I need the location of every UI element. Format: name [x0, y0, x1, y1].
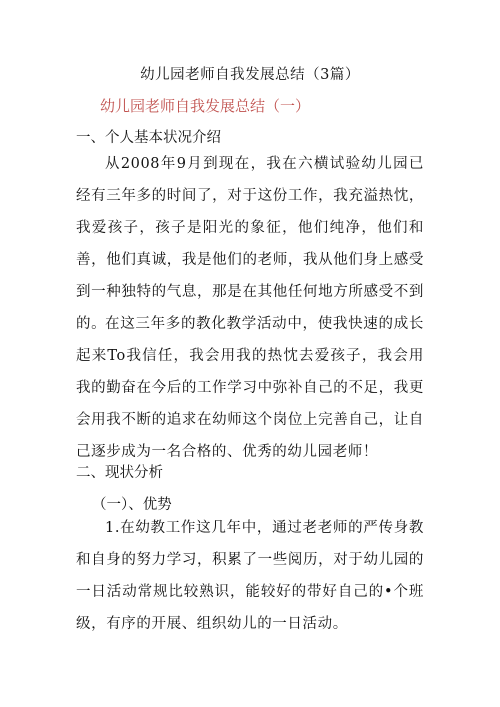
- section-heading: 幼儿园老师自我发展总结（一）: [100, 97, 311, 115]
- paragraph-intro: 从2008年9月到现在，我在六横试验幼儿园已经有三年多的时间了，对于这份工作，我充溢热忱，我爱孩子，孩子是阳光的象征，他们纯净，他们和善，他们真诚，我是他们的老师，我从他们身上感受到一种独特的气息，那是在其他任何地方所感受不到的。: [76, 156, 424, 332]
- heading-basic-info: 一、个人基本状况介绍: [76, 130, 221, 146]
- document-title: 幼儿园老师自我发展总结（3篇）: [140, 67, 360, 83]
- paragraph-strength-1: 1.在幼教工作这几年中，通过老老师的严传身教和自身的努力学习，积累了一些阅历，对于幼儿园的一日活动常规比较熟识，能较好的带好自己的•个班级，有序的开展、组织幼儿的一日活动。: [76, 520, 424, 632]
- paragraph-growth: 在这三年多的教化教学活动中，使我快速的成长起来To我信任，我会用我的热忱去爱孩子，我会用我的勤奋在今后的工作学习中弥补自己的不足，我更会用我不断的追求在幼师这个岗位上完善自己，让自己逐步成为一名合格的、优秀的幼儿园老师！: [76, 316, 424, 460]
- heading-status-analysis: 二、现状分析: [76, 465, 163, 481]
- heading-strengths: （一）、优势: [92, 497, 172, 513]
